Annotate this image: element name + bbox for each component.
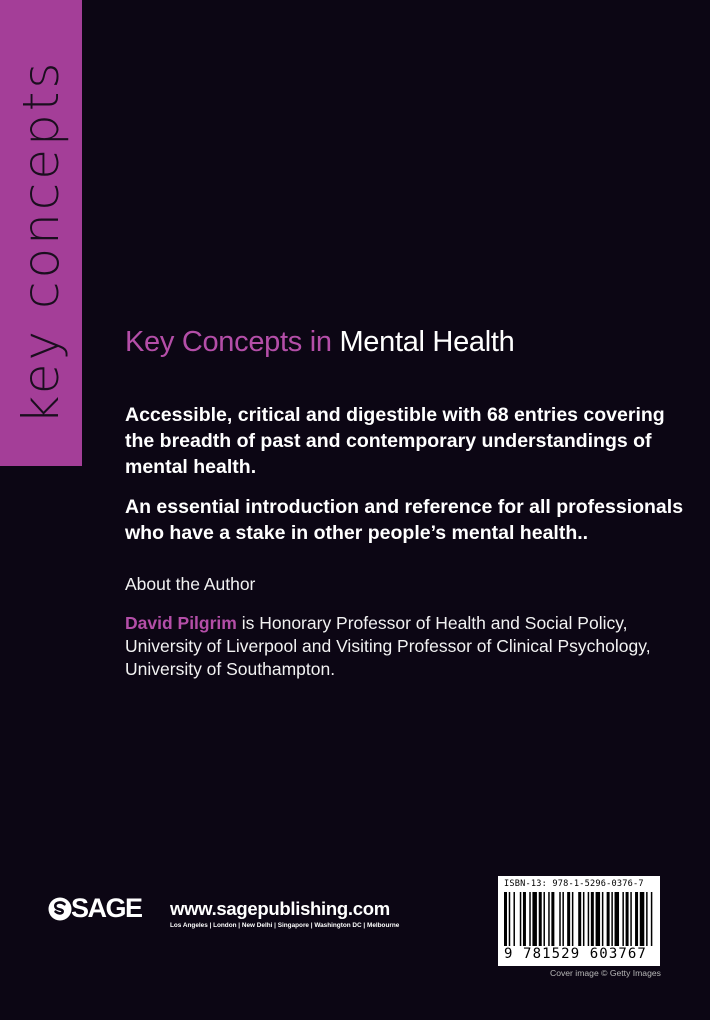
author-name: David Pilgrim — [125, 613, 237, 633]
about-author-heading: About the Author — [125, 574, 256, 594]
barcode-bar — [615, 892, 620, 946]
barcode-bars — [504, 892, 654, 948]
barcode-bar — [523, 892, 526, 946]
barcode-bar — [578, 892, 581, 946]
publisher-block — [48, 893, 408, 936]
barcode-bar — [640, 892, 645, 946]
barcode-bar — [504, 892, 507, 946]
author-bio-text: is Honorary Professor of Health and Social Policy, University of Liverpool and Visiting Professor of Clinical Psychology, University of Southampton. — [125, 613, 651, 679]
barcode-bar — [509, 892, 511, 946]
barcode-bar — [539, 892, 542, 946]
barcode-bar — [562, 892, 564, 946]
barcode-bar — [548, 892, 550, 946]
barcode-bar — [513, 892, 515, 946]
cover-image-credit: Cover image © Getty Images — [550, 968, 661, 978]
series-prefix: Key Concepts in — [125, 326, 332, 358]
key-concepts-band — [0, 0, 82, 466]
publisher-url[interactable]: www.sagepublishing.com — [170, 898, 390, 919]
barcode-bar — [602, 892, 604, 946]
barcode-bar — [646, 892, 648, 946]
barcode-bar — [611, 892, 613, 946]
sage-logo-icon — [48, 897, 72, 921]
blurb-paragraph: Accessible, critical and digestible with 68 entries covering the breadth of past and contemporary understandings of mental health. — [125, 404, 665, 478]
barcode-bar — [559, 892, 561, 946]
barcode-digits: 9 781529 603767 — [504, 946, 647, 962]
barcode-bar — [572, 892, 574, 946]
blurb-paragraph: An essential introduction and reference for all professionals who have a stake in other people’s mental health.. — [125, 496, 684, 544]
barcode-bar — [583, 892, 585, 946]
barcode-bar — [520, 892, 522, 946]
barcode-bar — [529, 892, 531, 946]
publisher-cities: Los Angeles | London | New Delhi | Singapore | Washington DC | Melbourne — [170, 922, 400, 929]
barcode-bar — [626, 892, 629, 946]
barcode-bar — [532, 892, 537, 946]
barcode-bar — [551, 892, 554, 946]
isbn-barcode-panel — [498, 876, 660, 966]
barcode-bar — [635, 892, 638, 946]
barcode-bar — [630, 892, 632, 946]
author-bio — [125, 612, 705, 681]
isbn-label: ISBN-13: 978-1-5296-0376-7 — [504, 879, 644, 889]
barcode-bar — [622, 892, 624, 946]
barcode-bar — [651, 892, 653, 946]
barcode-bar — [543, 892, 545, 946]
sage-logo-text: SAGE — [71, 893, 142, 923]
barcode-bar — [567, 892, 570, 946]
barcode-bar — [596, 892, 601, 946]
barcode-bar — [607, 892, 610, 946]
series-spine-label: key concepts — [12, 59, 70, 425]
book-subject: Mental Health — [339, 326, 515, 358]
book-title — [125, 326, 514, 359]
barcode-bar — [591, 892, 594, 946]
barcode-bar — [588, 892, 590, 946]
